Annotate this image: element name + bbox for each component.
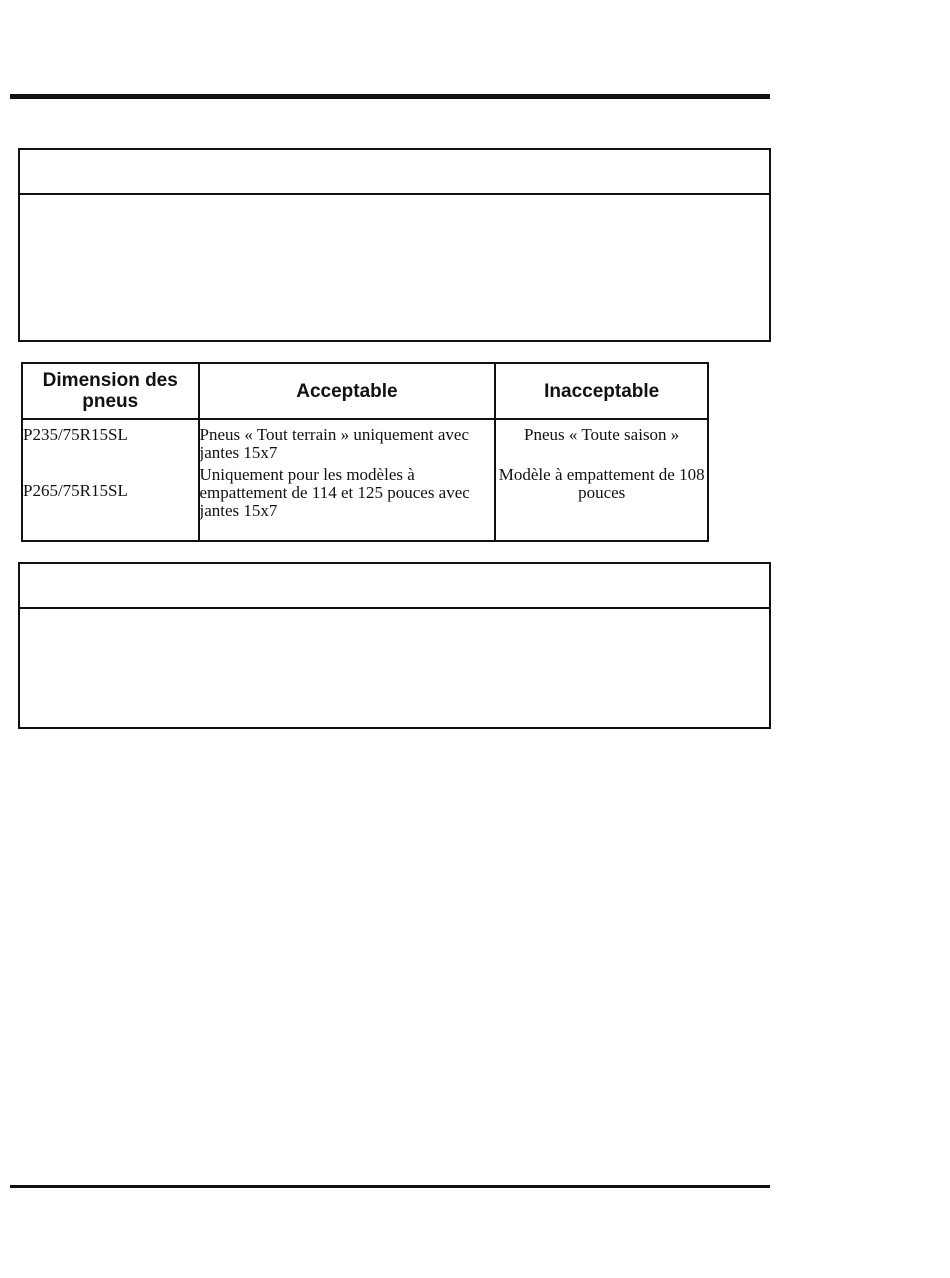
tire-size-table [21,362,709,542]
notice-box-bottom [18,562,771,729]
header-dimension: Dimension des pneus [22,363,199,419]
header-acceptable: Acceptable [199,363,496,419]
top-rule [10,94,770,99]
table-row [22,419,708,541]
notice-box-top [18,148,771,342]
acceptable-item: Uniquement pour les modèles à empattement de 114 et 125 pouces avec jantes 15x7 [199,465,470,520]
acceptable-cell [199,419,496,541]
dimension-item: P265/75R15SL [23,481,128,500]
bottom-rule [10,1185,770,1188]
header-inacceptable: Inacceptable [495,363,708,419]
inacceptable-item: Modèle à empattement de 108 pouces [498,465,705,502]
notice-box-bottom-header [20,564,769,609]
inacceptable-cell [495,419,708,541]
inacceptable-item: Pneus « Toute saison » [524,425,680,444]
notice-box-top-header [20,150,769,195]
acceptable-item: Pneus « Tout terrain » uniquement avec jantes 15x7 [199,425,469,462]
table-header-row [22,363,708,419]
dimension-cell [22,419,199,541]
dimension-item: P235/75R15SL [23,425,128,444]
